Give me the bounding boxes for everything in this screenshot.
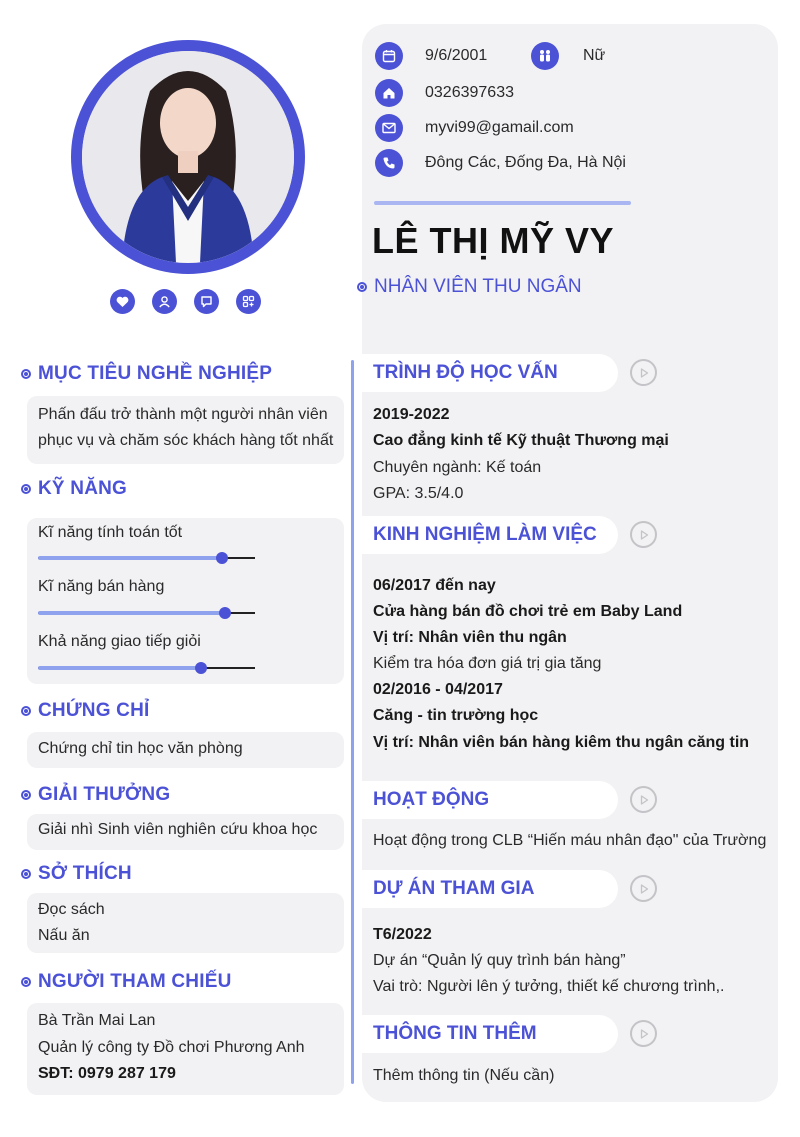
social-icons xyxy=(110,289,261,314)
skill-label: Khả năng giao tiếp giỏi xyxy=(38,633,201,650)
hobbies-heading: SỞ THÍCH xyxy=(21,863,132,885)
skill-bar-communication xyxy=(38,667,255,669)
chat-icon[interactable] xyxy=(194,289,219,314)
play-icon[interactable] xyxy=(630,875,657,902)
skill-bar-knob xyxy=(216,552,228,564)
mail-icon xyxy=(375,114,403,142)
bullet-icon xyxy=(21,977,31,987)
extra-info-heading: THÔNG TIN THÊM xyxy=(362,1015,618,1053)
bullet-icon xyxy=(357,282,367,292)
calendar-icon xyxy=(375,42,403,70)
skill-bar-fill xyxy=(38,666,201,670)
job-title xyxy=(357,276,582,298)
job-title-text: NHÂN VIÊN THU NGÂN xyxy=(374,276,582,297)
objective-box: Phấn đấu trở thành một người nhân viên phục vụ và chăm sóc khách hàng tốt nhất xyxy=(27,396,344,464)
awards-heading: GIẢI THƯỞNG xyxy=(21,784,170,806)
profile-photo-frame xyxy=(71,40,305,274)
skills-heading: KỸ NĂNG xyxy=(21,478,127,500)
email-row xyxy=(375,114,574,142)
skill-bar-sales xyxy=(38,612,255,614)
objective-heading: MỤC TIÊU NGHỀ NGHIỆP xyxy=(21,363,272,385)
dob-row xyxy=(375,42,487,70)
skill-bar-knob xyxy=(219,607,231,619)
email-text: myvi99@gamail.com xyxy=(425,119,574,136)
references-box: Bà Trần Mai Lan Quản lý công ty Đồ chơi Phương Anh SĐT: 0979 287 179 xyxy=(27,1003,344,1095)
column-separator xyxy=(351,360,354,1084)
bullet-icon xyxy=(21,790,31,800)
address-row xyxy=(375,149,626,177)
activities-heading: HOẠT ĐỘNG xyxy=(362,781,618,819)
gender-row xyxy=(531,42,605,70)
home-icon xyxy=(375,79,403,107)
experience-heading: KINH NGHIỆM LÀM VIỆC xyxy=(362,516,618,554)
full-name: LÊ THỊ MỸ VY xyxy=(372,220,615,261)
user-icon[interactable] xyxy=(152,289,177,314)
bullet-icon xyxy=(21,706,31,716)
bullet-icon xyxy=(21,484,31,494)
profile-photo xyxy=(82,51,294,263)
references-heading: NGƯỜI THAM CHIẾU xyxy=(21,971,232,993)
skill-bar-fill xyxy=(38,611,225,615)
certificates-heading: CHỨNG CHỈ xyxy=(21,700,150,722)
projects-heading: DỰ ÁN THAM GIA xyxy=(362,870,618,908)
play-icon[interactable] xyxy=(630,359,657,386)
awards-box: Giải nhì Sinh viên nghiên cứu khoa học xyxy=(27,814,344,850)
education-heading: TRÌNH ĐỘ HỌC VẤN xyxy=(362,354,618,392)
skill-label: Kĩ năng bán hàng xyxy=(38,578,165,595)
heart-icon[interactable] xyxy=(110,289,135,314)
phone-row xyxy=(375,79,514,107)
skill-bar-calculation xyxy=(38,557,255,559)
skills-box xyxy=(27,518,344,684)
gender-text: Nữ xyxy=(583,47,606,64)
skill-label: Kĩ năng tính toán tốt xyxy=(38,524,183,541)
phone-text: 0326397633 xyxy=(425,84,514,101)
bullet-icon xyxy=(21,369,31,379)
play-icon[interactable] xyxy=(630,521,657,548)
person-portrait-icon xyxy=(82,51,294,263)
hobbies-box: Đọc sách Nấu ăn xyxy=(27,893,344,953)
header-divider xyxy=(374,201,631,205)
bullet-icon xyxy=(21,869,31,879)
dob-text: 9/6/2001 xyxy=(425,47,488,64)
skill-bar-fill xyxy=(38,556,222,560)
apps-icon[interactable] xyxy=(236,289,261,314)
address-text: Đông Các, Đống Đa, Hà Nội xyxy=(425,154,626,171)
play-icon[interactable] xyxy=(630,1020,657,1047)
certificates-box: Chứng chỉ tin học văn phòng xyxy=(27,732,344,768)
play-icon[interactable] xyxy=(630,786,657,813)
people-icon xyxy=(531,42,559,70)
skill-bar-knob xyxy=(195,662,207,674)
phone-icon xyxy=(375,149,403,177)
